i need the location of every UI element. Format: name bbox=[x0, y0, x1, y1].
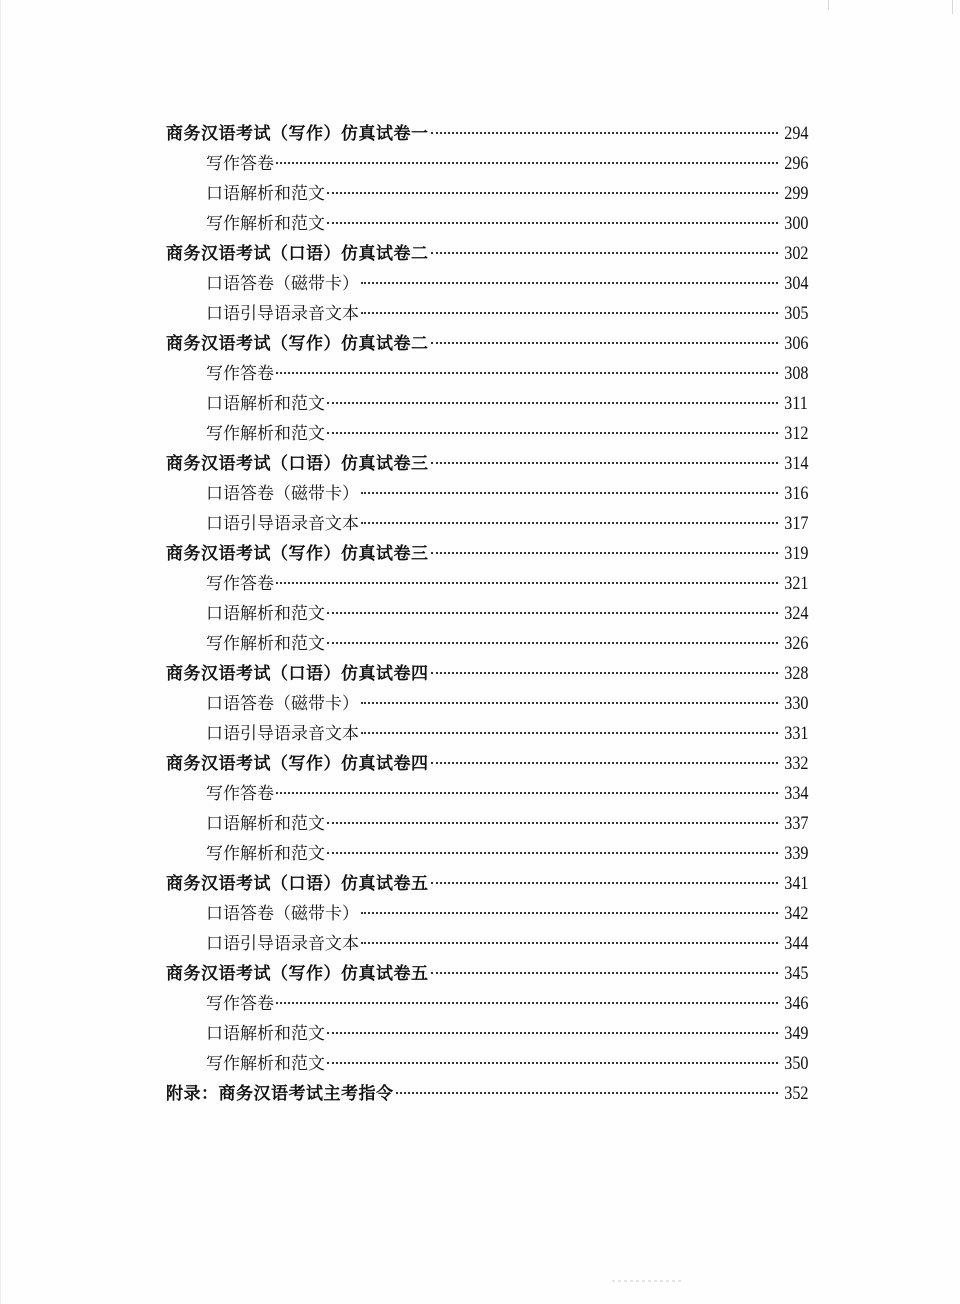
toc-subsection-entry[interactable] bbox=[166, 269, 808, 299]
toc-entry-page-number: 308 bbox=[783, 363, 808, 384]
dot-leader bbox=[361, 522, 778, 524]
toc-entry-title: 写作解析和范文 bbox=[206, 424, 325, 444]
toc-entry-title: 写作解析和范文 bbox=[206, 844, 325, 864]
toc-entry-title: 商务汉语考试（写作）仿真试卷五 bbox=[166, 964, 429, 984]
table-of-contents bbox=[166, 119, 808, 1109]
toc-entry-title: 口语答卷（磁带卡） bbox=[206, 904, 359, 924]
dot-leader bbox=[327, 642, 778, 644]
dot-leader bbox=[276, 162, 778, 164]
toc-section-entry[interactable] bbox=[166, 539, 808, 569]
toc-entry-page-number: 302 bbox=[783, 243, 808, 264]
toc-entry-page-number: 341 bbox=[783, 873, 808, 894]
toc-entry-title: 口语引导语录音文本 bbox=[206, 514, 359, 534]
toc-entry-title: 口语解析和范文 bbox=[206, 1024, 325, 1044]
toc-entry-page-number: 326 bbox=[783, 633, 808, 654]
toc-entry-page-number: 339 bbox=[783, 843, 808, 864]
toc-subsection-entry[interactable] bbox=[166, 299, 808, 329]
toc-subsection-entry[interactable] bbox=[166, 509, 808, 539]
toc-subsection-entry[interactable] bbox=[166, 479, 808, 509]
dot-leader bbox=[361, 702, 778, 704]
toc-entry-title: 商务汉语考试（写作）仿真试卷三 bbox=[166, 544, 429, 564]
toc-entry-title: 口语答卷（磁带卡） bbox=[206, 274, 359, 294]
toc-subsection-entry[interactable] bbox=[166, 689, 808, 719]
dot-leader bbox=[431, 132, 778, 134]
toc-entry-title: 商务汉语考试（口语）仿真试卷二 bbox=[166, 244, 429, 264]
toc-entry-page-number: 337 bbox=[783, 813, 808, 834]
dot-leader bbox=[327, 402, 778, 404]
toc-subsection-entry[interactable] bbox=[166, 599, 808, 629]
dot-leader bbox=[327, 222, 778, 224]
toc-subsection-entry[interactable] bbox=[166, 719, 808, 749]
toc-subsection-entry[interactable] bbox=[166, 779, 808, 809]
dot-leader bbox=[431, 342, 778, 344]
toc-entry-title: 商务汉语考试（写作）仿真试卷四 bbox=[166, 754, 429, 774]
toc-subsection-entry[interactable] bbox=[166, 209, 808, 239]
toc-entry-title: 商务汉语考试（口语）仿真试卷四 bbox=[166, 664, 429, 684]
toc-entry-page-number: 332 bbox=[783, 753, 808, 774]
toc-section-entry[interactable] bbox=[166, 119, 808, 149]
toc-entry-title: 写作解析和范文 bbox=[206, 634, 325, 654]
dot-leader bbox=[431, 552, 778, 554]
dot-leader bbox=[327, 1032, 778, 1034]
dot-leader bbox=[431, 252, 778, 254]
dot-leader bbox=[361, 732, 778, 734]
toc-entry-page-number: 304 bbox=[783, 273, 808, 294]
toc-entry-page-number: 300 bbox=[783, 213, 808, 234]
toc-entry-page-number: 305 bbox=[783, 303, 808, 324]
toc-section-entry[interactable] bbox=[166, 1079, 808, 1109]
toc-subsection-entry[interactable] bbox=[166, 989, 808, 1019]
toc-entry-page-number: 349 bbox=[783, 1023, 808, 1044]
dot-leader bbox=[396, 1092, 778, 1094]
toc-entry-page-number: 334 bbox=[783, 783, 808, 804]
scan-edge-mark bbox=[828, 0, 829, 10]
toc-entry-page-number: 299 bbox=[783, 183, 808, 204]
toc-entry-title: 写作答卷 bbox=[206, 994, 274, 1014]
toc-entry-title: 写作解析和范文 bbox=[206, 214, 325, 234]
toc-entry-page-number: 296 bbox=[783, 153, 808, 174]
toc-subsection-entry[interactable] bbox=[166, 629, 808, 659]
toc-entry-title: 口语答卷（磁带卡） bbox=[206, 694, 359, 714]
dot-leader bbox=[361, 942, 778, 944]
dot-leader bbox=[361, 492, 778, 494]
toc-entry-page-number: 317 bbox=[783, 513, 808, 534]
toc-section-entry[interactable] bbox=[166, 329, 808, 359]
dot-leader bbox=[327, 1062, 778, 1064]
toc-subsection-entry[interactable] bbox=[166, 1049, 808, 1079]
toc-entry-page-number: 330 bbox=[783, 693, 808, 714]
toc-entry-title: 写作解析和范文 bbox=[206, 1054, 325, 1074]
dot-leader bbox=[327, 192, 778, 194]
dot-leader bbox=[327, 852, 778, 854]
toc-entry-title: 写作答卷 bbox=[206, 154, 274, 174]
toc-subsection-entry[interactable] bbox=[166, 899, 808, 929]
dot-leader bbox=[276, 1002, 778, 1004]
toc-subsection-entry[interactable] bbox=[166, 569, 808, 599]
dot-leader bbox=[361, 282, 778, 284]
toc-entry-page-number: 312 bbox=[783, 423, 808, 444]
dot-leader bbox=[431, 882, 778, 884]
toc-entry-title: 商务汉语考试（写作）仿真试卷一 bbox=[166, 124, 429, 144]
dot-leader bbox=[276, 792, 778, 794]
toc-entry-title: 口语解析和范文 bbox=[206, 604, 325, 624]
dot-leader bbox=[361, 312, 778, 314]
toc-entry-title: 口语引导语录音文本 bbox=[206, 934, 359, 954]
toc-entry-page-number: 346 bbox=[783, 993, 808, 1014]
toc-subsection-entry[interactable] bbox=[166, 839, 808, 869]
toc-entry-page-number: 331 bbox=[783, 723, 808, 744]
toc-entry-page-number: 345 bbox=[783, 963, 808, 984]
dot-leader bbox=[327, 612, 778, 614]
toc-section-entry[interactable] bbox=[166, 449, 808, 479]
toc-entry-title: 商务汉语考试（口语）仿真试卷五 bbox=[166, 874, 429, 894]
toc-entry-page-number: 319 bbox=[783, 543, 808, 564]
toc-entry-title: 商务汉语考试（口语）仿真试卷三 bbox=[166, 454, 429, 474]
dot-leader bbox=[431, 462, 778, 464]
dot-leader bbox=[276, 372, 778, 374]
toc-section-entry[interactable] bbox=[166, 869, 808, 899]
toc-entry-page-number: 306 bbox=[783, 333, 808, 354]
dot-leader bbox=[431, 672, 778, 674]
toc-entry-page-number: 328 bbox=[783, 663, 808, 684]
toc-subsection-entry[interactable] bbox=[166, 389, 808, 419]
toc-subsection-entry[interactable] bbox=[166, 179, 808, 209]
toc-entry-page-number: 321 bbox=[783, 573, 808, 594]
toc-subsection-entry[interactable] bbox=[166, 419, 808, 449]
dot-leader bbox=[361, 912, 778, 914]
scan-edge-mark bbox=[952, 0, 953, 14]
dot-leader bbox=[431, 972, 778, 974]
toc-entry-page-number: 342 bbox=[783, 903, 808, 924]
toc-subsection-entry[interactable] bbox=[166, 149, 808, 179]
toc-entry-page-number: 324 bbox=[783, 603, 808, 624]
scan-edge-mark bbox=[0, 0, 1, 1304]
scan-artifact bbox=[612, 1280, 682, 1282]
toc-entry-title: 附录：商务汉语考试主考指令 bbox=[166, 1084, 394, 1104]
toc-entry-page-number: 352 bbox=[783, 1083, 808, 1104]
toc-entry-title: 写作答卷 bbox=[206, 574, 274, 594]
toc-subsection-entry[interactable] bbox=[166, 1019, 808, 1049]
toc-entry-title: 写作答卷 bbox=[206, 784, 274, 804]
toc-section-entry[interactable] bbox=[166, 749, 808, 779]
dot-leader bbox=[327, 432, 778, 434]
toc-section-entry[interactable] bbox=[166, 239, 808, 269]
dot-leader bbox=[431, 762, 778, 764]
toc-entry-title: 口语引导语录音文本 bbox=[206, 304, 359, 324]
toc-entry-title: 口语解析和范文 bbox=[206, 394, 325, 414]
toc-entry-title: 商务汉语考试（写作）仿真试卷二 bbox=[166, 334, 429, 354]
toc-section-entry[interactable] bbox=[166, 659, 808, 689]
dot-leader bbox=[327, 822, 778, 824]
toc-entry-page-number: 316 bbox=[783, 483, 808, 504]
toc-entry-title: 口语解析和范文 bbox=[206, 814, 325, 834]
toc-subsection-entry[interactable] bbox=[166, 809, 808, 839]
toc-entry-page-number: 350 bbox=[783, 1053, 808, 1074]
toc-subsection-entry[interactable] bbox=[166, 359, 808, 389]
toc-entry-title: 口语引导语录音文本 bbox=[206, 724, 359, 744]
toc-entry-title: 口语解析和范文 bbox=[206, 184, 325, 204]
toc-entry-page-number: 294 bbox=[783, 123, 808, 144]
dot-leader bbox=[276, 582, 778, 584]
toc-entry-title: 口语答卷（磁带卡） bbox=[206, 484, 359, 504]
toc-subsection-entry[interactable] bbox=[166, 929, 808, 959]
toc-entry-page-number: 344 bbox=[783, 933, 808, 954]
toc-entry-page-number: 311 bbox=[784, 393, 808, 414]
toc-entry-page-number: 314 bbox=[783, 453, 808, 474]
toc-section-entry[interactable] bbox=[166, 959, 808, 989]
toc-entry-title: 写作答卷 bbox=[206, 364, 274, 384]
